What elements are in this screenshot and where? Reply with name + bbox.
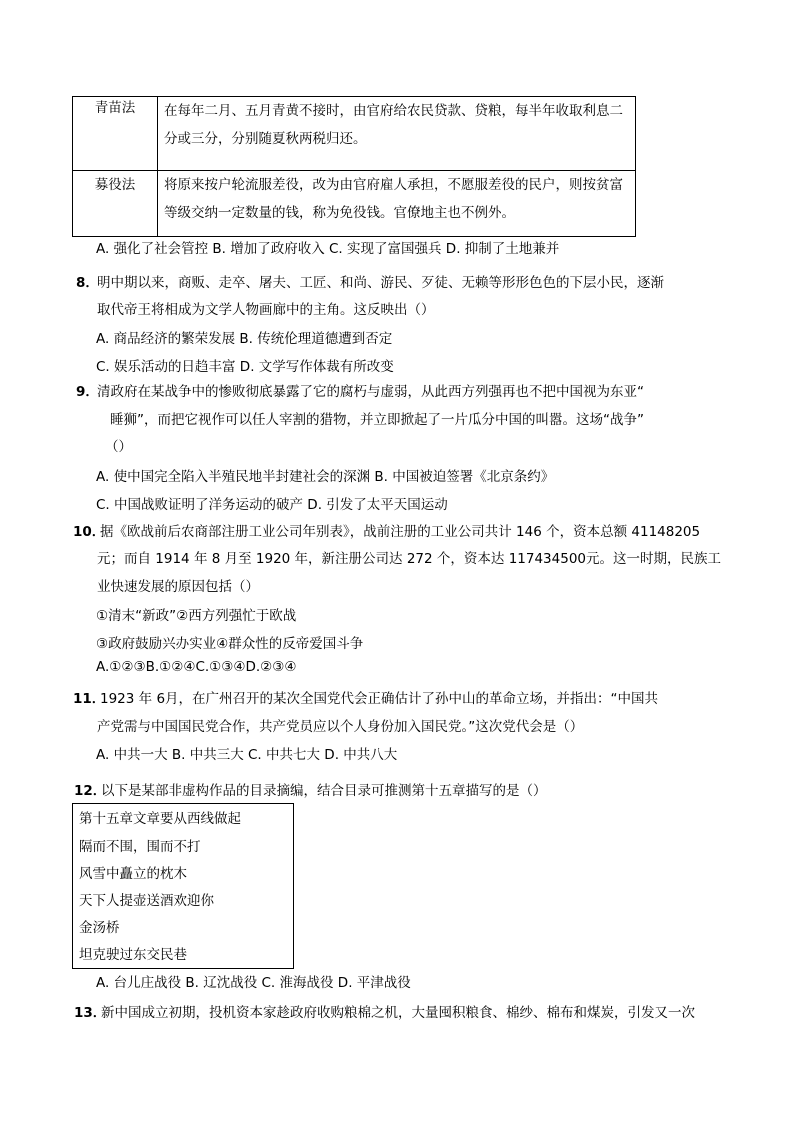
q8-number: 8． xyxy=(76,275,99,291)
q8-stem-line2: 取代帝王将相成为文学人物画廊中的主角。这反映出（） xyxy=(97,302,435,318)
toc-item: 第十五章文章要从西线做起 xyxy=(79,811,241,827)
q7-options: A. 强化了社会管控 B. 增加了政府收入 C. 实现了富国强兵 D. 抑制了土地兼并 xyxy=(96,241,560,257)
q9-options-1: A. 使中国完全陷入半殖民地半封建社会的深渊 B. 中国被迫签署《北京条约》 xyxy=(96,469,555,485)
toc-item: 风雪中矗立的枕木 xyxy=(79,866,187,882)
q9-stem-line1: 清政府在某战争中的惨败彻底暴露了它的腐朽与虚弱，从此西方列强再也不把中国视为东亚“ xyxy=(97,384,644,400)
q8-options-2: C. 娱乐活动的日趋丰富 D. 文学写作体裁有所改变 xyxy=(96,359,394,375)
q11-stem-line2: 产党需与中国国民党合作，共产党员应以个人身份加入国民党。”这次党代会是（） xyxy=(97,719,584,735)
policy-name: 青苗法 xyxy=(73,97,158,171)
policy-name: 募役法 xyxy=(73,171,158,237)
q8-options-1: A. 商品经济的繁荣发展 B. 传统伦理道德遭到否定 xyxy=(96,331,393,347)
q9-stem-line2: 睡狮”，而把它视作可以任人宰割的猎物，并立即掀起了一片瓜分中国的叫嚣。这场“战争” xyxy=(110,412,644,428)
policy-table xyxy=(72,96,636,237)
q11-options: A. 中共一大 B. 中共三大 C. 中共七大 D. 中共八大 xyxy=(96,747,398,763)
table-row xyxy=(73,97,636,171)
table-of-contents-box xyxy=(72,803,294,969)
table-row xyxy=(73,171,636,237)
toc-item: 坦克驶过东交民巷 xyxy=(79,947,187,963)
q8-stem-line1: 明中期以来，商贩、走卒、屠夫、工匠、和尚、游民、歹徒、无赖等形形色色的下层小民，逐渐 xyxy=(97,275,664,291)
q9-number: 9． xyxy=(76,384,99,400)
q10-stem-line1: 据《欧战前后农商部注册工业公司年别表》，战前注册的工业公司共计 146 个，资本总额 41148205 xyxy=(100,524,701,540)
q13-number: 13． xyxy=(74,1005,107,1021)
q10-options: A.①②③B.①②④C.①③④D.②③④ xyxy=(96,659,297,675)
toc-item: 天下人提壶送酒欢迎你 xyxy=(79,893,214,909)
policy-description: 将原来按户轮流服差役，改为由官府雇人承担，不愿服差役的民户，则按贫富等级交纳一定数量的钱，称为免役钱。官僚地主也不例外。 xyxy=(158,171,636,237)
q11-number: 11． xyxy=(73,691,106,707)
q12-stem: 以下是某部非虚构作品的目录摘编，结合目录可推测第十五章描写的是（） xyxy=(101,783,547,799)
q10-stem-line2: 元；而自 1914 年 8 月至 1920 年，新注册公司达 272 个，资本达 117434500元。这一时期，民族工 xyxy=(97,551,721,567)
q9-options-2: C. 中国战败证明了洋务运动的破产 D. 引发了太平天国运动 xyxy=(96,497,448,513)
q10-item-1: ①清末“新政”②西方列强忙于欧战 xyxy=(96,608,297,624)
q12-options: A. 台儿庄战役 B. 辽沈战役 C. 淮海战役 D. 平津战役 xyxy=(96,975,411,991)
q13-stem-line1: 新中国成立初期，投机资本家趁政府收购粮棉之机，大量囤积粮食、棉纱、棉布和煤炭，引发又一次 xyxy=(101,1005,695,1021)
q9-stem-line3: （） xyxy=(105,439,132,455)
q10-number: 10． xyxy=(73,524,106,540)
q12-number: 12． xyxy=(74,783,107,799)
toc-item: 隔而不围，围而不打 xyxy=(79,839,201,855)
q10-stem-line3: 业快速发展的原因包括（） xyxy=(97,579,259,595)
q10-item-2: ③政府鼓励兴办实业④群众性的反帝爱国斗争 xyxy=(96,636,364,652)
q11-stem-line1: 1923 年 6月，在广州召开的某次全国党代会正确估计了孙中山的革命立场，并指出：“中国共 xyxy=(100,691,659,707)
policy-description: 在每年二月、五月青黄不接时，由官府给农民贷款、贷粮，每半年收取利息二分或三分，分别随夏秋两税归还。 xyxy=(158,97,636,171)
toc-item: 金汤桥 xyxy=(79,920,120,936)
